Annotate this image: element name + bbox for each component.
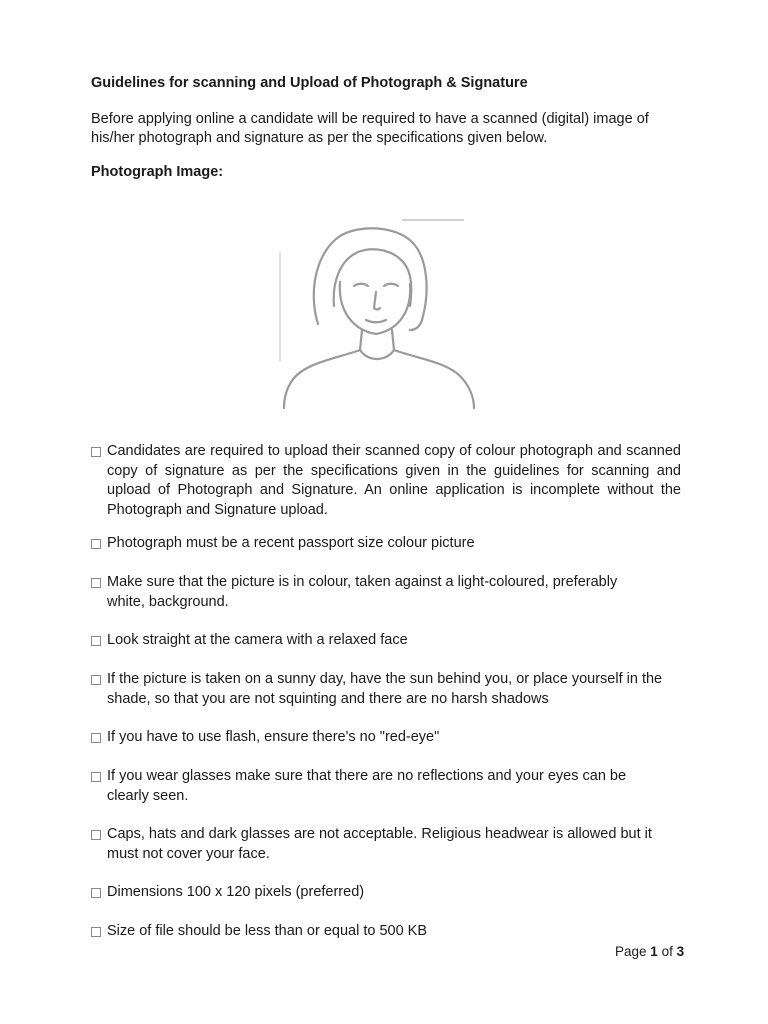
page-number: [615, 944, 684, 959]
intro-paragraph: Before applying online a candidate will be required to have a scanned (digital) image of his/her photograph and signature as per the specifications given below.: [91, 111, 649, 146]
page-total: 3: [676, 944, 685, 959]
list-item: Dimensions 100 x 120 pixels (preferred): [91, 883, 681, 903]
list-item: Photograph must be a recent passport size colour picture: [91, 534, 681, 554]
bullet-box-icon: [91, 539, 101, 549]
list-item: Look straight at the camera with a relaxed face: [91, 631, 681, 651]
list-item: Caps, hats and dark glasses are not acceptable. Religious headwear is allowed but it must not cover your face.: [91, 825, 673, 864]
bullet-box-icon: [91, 830, 101, 840]
bullet-box-icon: [91, 927, 101, 937]
bullet-box-icon: [91, 578, 101, 588]
list-item: Size of file should be less than or equal to 500 KB: [91, 922, 681, 942]
list-item: Candidates are required to upload their scanned copy of colour photograph and scanned copy of signature as per the specifications given in the guidelines for scanning and upload of Photograph and Signature. An online application is incomplete without the Photograph and Signature upload.: [91, 442, 681, 520]
bullet-box-icon: [91, 447, 101, 457]
portrait-illustration: [278, 212, 480, 410]
bullet-box-icon: [91, 733, 101, 743]
page-current: 1: [650, 944, 658, 959]
list-item: If you wear glasses make sure that there are no reflections and your eyes can be clearly seen.: [91, 767, 661, 806]
list-item: Make sure that the picture is in colour, taken against a light-coloured, preferably white, background.: [91, 573, 651, 612]
document-title: Guidelines for scanning and Upload of Photograph & Signature: [91, 75, 528, 91]
list-item: If you have to use flash, ensure there's no "red-eye": [91, 728, 681, 748]
bullet-box-icon: [91, 636, 101, 646]
bullet-box-icon: [91, 888, 101, 898]
list-item: If the picture is taken on a sunny day, have the sun behind you, or place yourself in the shade, so that you are not squinting and there are no harsh shadows: [91, 670, 671, 709]
section-heading: Photograph Image:: [91, 164, 224, 180]
page-label: Page: [615, 944, 647, 959]
bullet-box-icon: [91, 772, 101, 782]
of-label: of: [661, 944, 673, 959]
bullet-box-icon: [91, 675, 101, 685]
